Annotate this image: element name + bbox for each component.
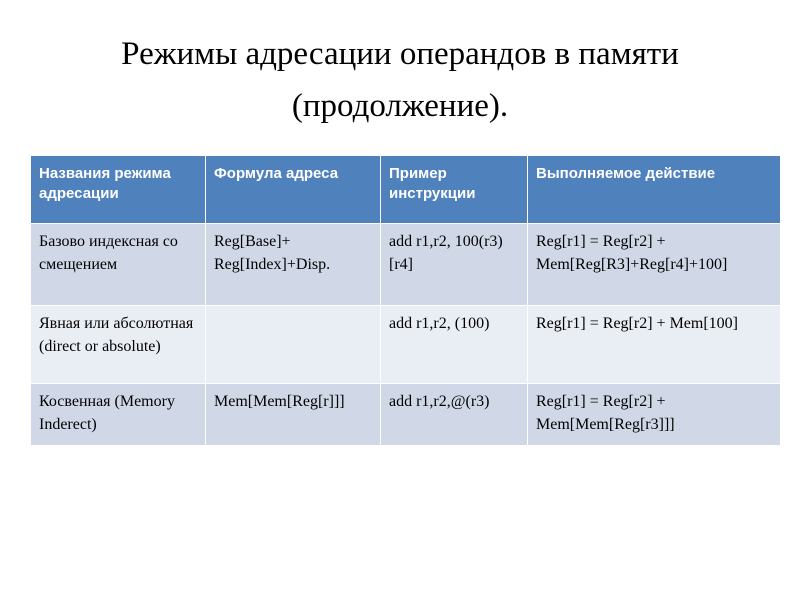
cell-example: add r1,r2, (100) [381,306,528,384]
cell-action: Reg[r1] = Reg[r2] + Mem[100] [528,306,781,384]
table-row [31,306,781,384]
cell-mode: Базово индексная со смещением [31,224,206,306]
header-instruction-example: Пример инструкции [381,156,528,224]
header-mode-name: Названия режима адресации [31,156,206,224]
cell-example: add r1,r2, 100(r3)[r4] [381,224,528,306]
cell-formula [206,306,381,384]
cell-formula: Mem[Mem[Reg[r]]] [206,384,381,446]
slide-title-line-1: Режимы адресации операндов в памяти [121,36,679,72]
header-performed-action: Выполняемое действие [528,156,781,224]
header-address-formula: Формула адреса [206,156,381,224]
addressing-modes-table [30,155,781,446]
cell-example: add r1,r2,@(r3) [381,384,528,446]
table-row [31,224,781,306]
cell-mode: Косвенная (Memory Inderect) [31,384,206,446]
cell-action: Reg[r1] = Reg[r2] + Mem[Reg[R3]+Reg[r4]+100] [528,224,781,306]
table-header-row [31,156,781,224]
cell-action: Reg[r1] = Reg[r2] + Mem[Mem[Reg[r3]]] [528,384,781,446]
slide-title-line-2: (продолжение). [291,88,509,124]
table-row [31,384,781,446]
cell-formula: Reg[Base]+ Reg[Index]+Disp. [206,224,381,306]
cell-mode: Явная или абсолютная (direct or absolute) [31,306,206,384]
slide-title [40,28,760,132]
